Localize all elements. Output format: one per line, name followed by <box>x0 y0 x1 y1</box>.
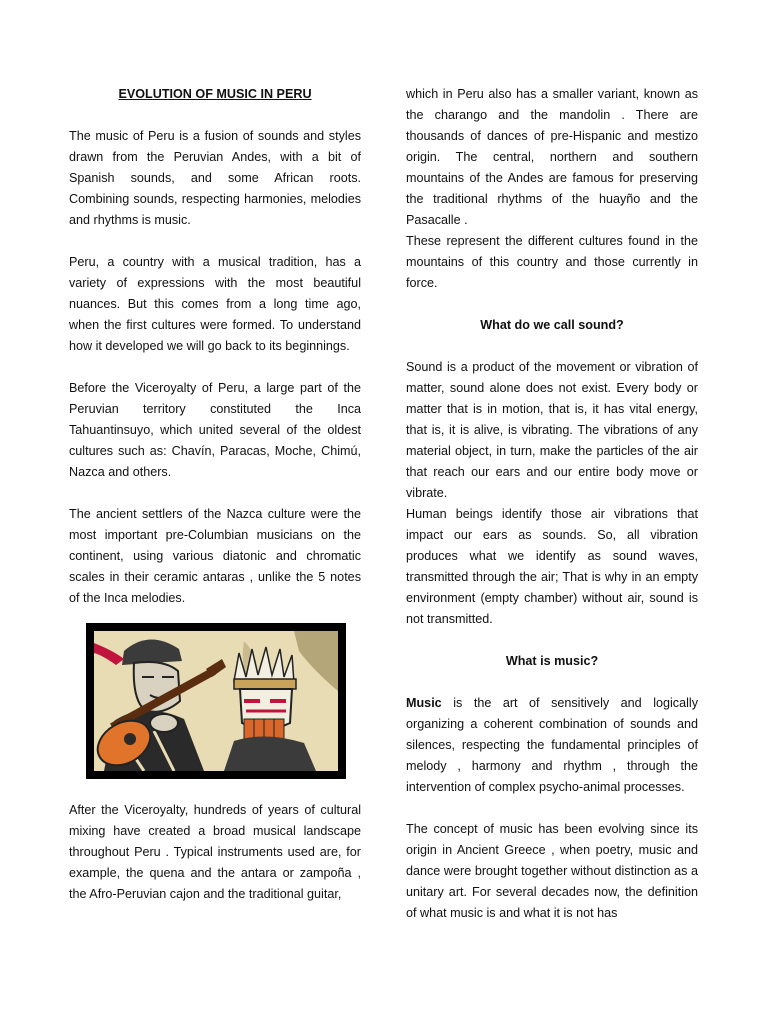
paragraph: Peru, a country with a musical tradition, has a variety of expressions with the most beautiful nuances. But this comes from a long time ago, when the first cultures were formed. To understand how it developed we will go back to its beginnings. <box>69 255 361 353</box>
paragraph <box>406 693 698 798</box>
paragraph: Human beings identify those air vibrations that impact our ears as sounds. So, all vibration produces what we identify as sound waves, transmitted through the air; That is why in an empty environment (empty chamber) without air, sound is not transmitted. <box>406 507 698 626</box>
document-title: EVOLUTION OF MUSIC IN PERU <box>118 87 312 101</box>
paragraph: Sound is a product of the movement or vibration of matter, sound alone does not exist. Every body or matter that is in motion, that is, it has vital energy, that is, it is alive, is vibrating. The vibrations of any material object, in turn, make the particles of the air that reach our ears and our entire body move or vibrate. <box>406 360 698 500</box>
right-column <box>406 84 698 924</box>
left-column <box>69 84 361 905</box>
section-heading: What do we call sound? <box>480 318 624 332</box>
paragraph: These represent the different cultures found in the mountains of this country and those currently in force. <box>406 234 698 290</box>
musicians-illustration-art <box>94 631 338 771</box>
bold-term: Music <box>406 696 442 710</box>
paragraph: The music of Peru is a fusion of sounds and styles drawn from the Peruvian Andes, with a bit of Spanish sounds, and some African roots. Combining sounds, respecting harmonies, melodies and rhythms is music. <box>69 129 361 227</box>
paragraph: After the Viceroyalty, hundreds of years of cultural mixing have created a broad musical landscape throughout Peru . Typical instruments used are, for example, the quena and the antara or zampoña , the Afro-Peruvian cajon and the traditional guitar, <box>69 803 361 901</box>
paragraph: The ancient settlers of the Nazca culture were the most important pre-Columbian musicians on the continent, using various diatonic and chromatic scales in their ceramic antaras , unlike the 5 notes of the Inca melodies. <box>69 507 361 605</box>
paragraph: which in Peru also has a smaller variant, known as the charango and the mandolin . There are thousands of dances of pre-Hispanic and mestizo origin. The central, northern and southern mountains of the Andes are famous for preserving the traditional rhythms of the huayño and the Pasacalle . <box>406 87 698 227</box>
musicians-illustration <box>86 623 346 779</box>
paragraph: Before the Viceroyalty of Peru, a large part of the Peruvian territory constituted the Inca Tahuantinsuyo, which united several of the oldest cultures such as: Chavín, Paracas, Moche, Chimú, Nazca and others. <box>69 381 361 479</box>
section-heading: What is music? <box>505 654 599 668</box>
paragraph: The concept of music has been evolving since its origin in Ancient Greece , when poetry, music and dance were brought together without distinction as a unitary art. For several decades now, the definition of what music is and what it is not has <box>406 822 698 920</box>
paragraph-text: is the art of sensitively and logically organizing a coherent combination of sounds and silences, respecting the fundamental principles of melody , harmony and rhythm , through the intervention of complex psycho-animal processes. <box>406 696 698 794</box>
